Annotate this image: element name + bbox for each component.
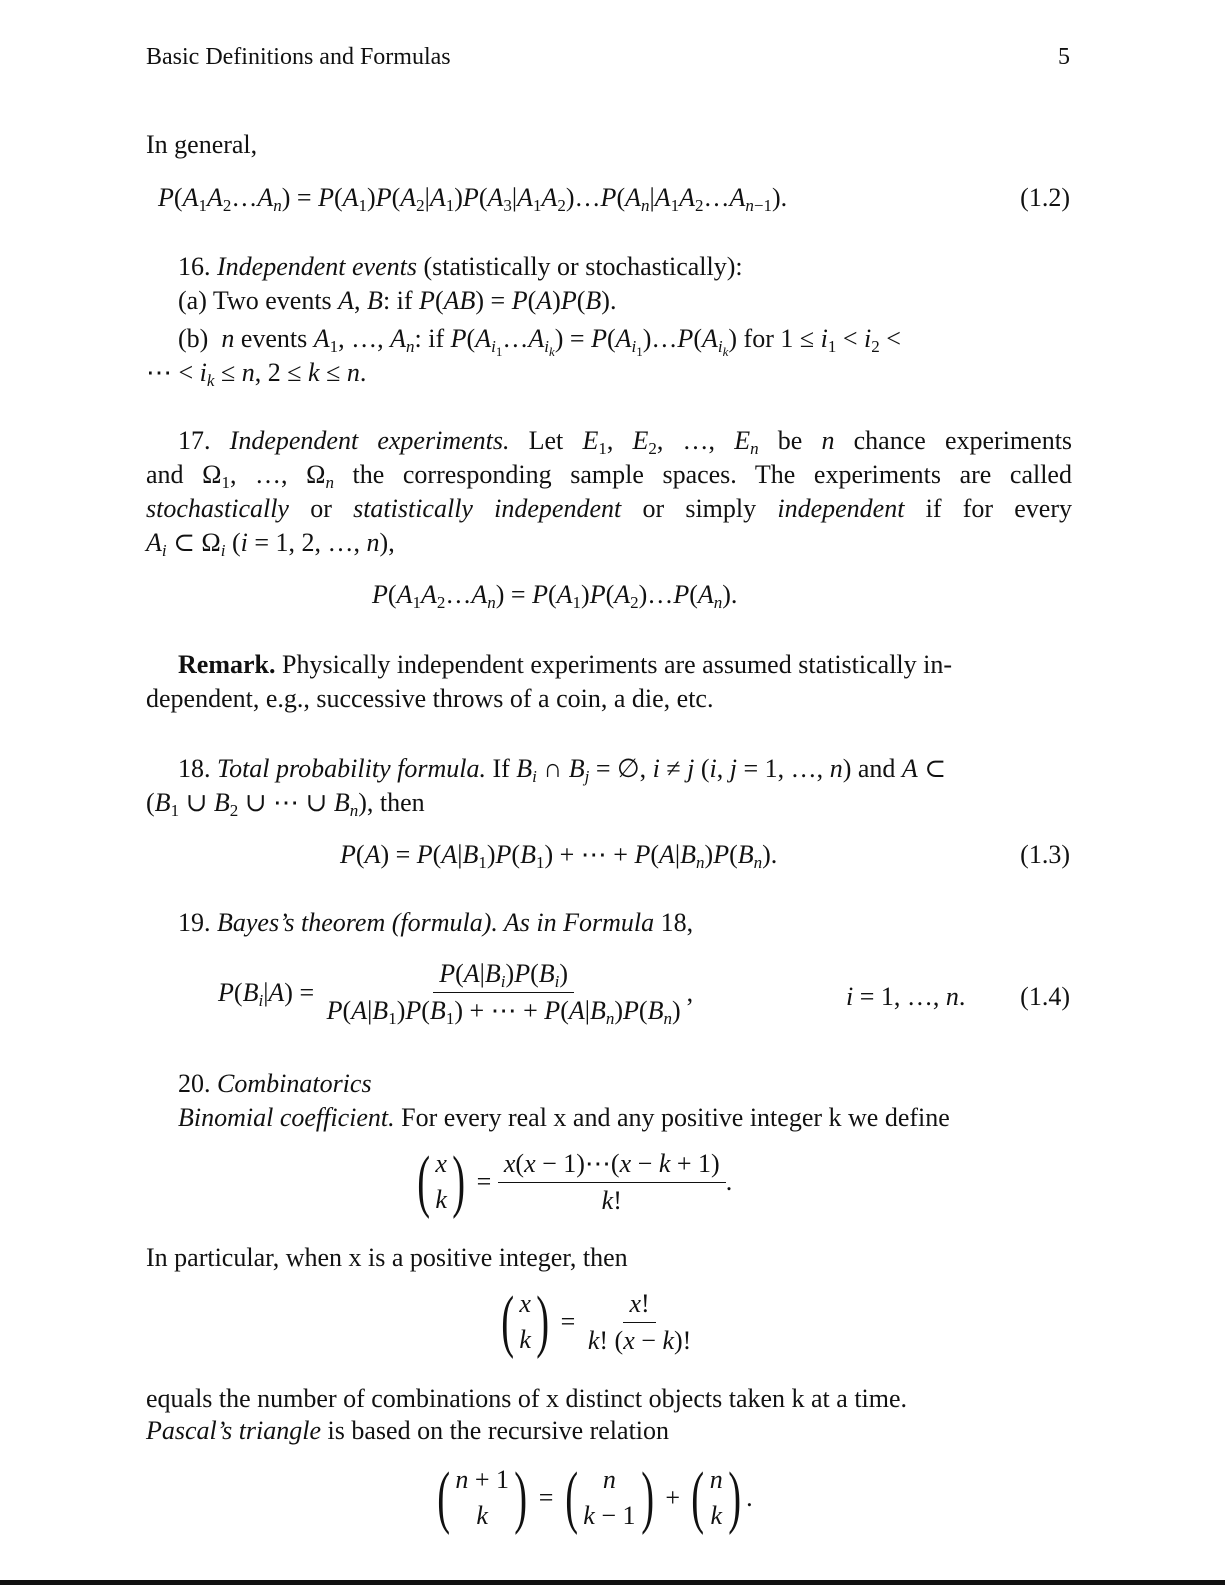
item-17-title: Independent experiments. <box>229 426 510 455</box>
item-20-heading <box>178 1067 372 1101</box>
pascal-rest: is based on the recursive relation <box>321 1416 670 1445</box>
item-18-title: Total probability formula. <box>217 754 486 783</box>
equation-label-1-4: (1.4) <box>1020 982 1070 1011</box>
item-16-title: Independent events <box>217 252 417 281</box>
running-title: Basic Definitions and Formulas <box>146 44 451 70</box>
equation-binomial-definition: ( x k ) = $\frac{x(x - 1)\cdots(x - k + 1)}{k!}$ . <box>417 1143 733 1220</box>
equation-1-4: $P(B_i|A)$ = $\frac{P(A|B_i)P(B_i)}{P(A|B_1)P(B_1) + \cdots + P(A|B_n)P(B_n)}$ , <box>218 959 694 1028</box>
item-18-line-2: ($B_1$ ∪ $B_2$ ∪ ⋯ ∪ $B_n$), then <box>146 788 425 820</box>
item-19-number: 19. <box>178 908 211 937</box>
binomial-definition-text <box>178 1101 950 1135</box>
particular-text: In particular, when x is a positive integer, then <box>146 1243 628 1272</box>
item-16-title-rest: (statistically or stochastically): <box>416 252 743 281</box>
item-16-b: (b) n events $A_1$, …, $A_n$: if $P(A_{i_1}\dots A_{i_k})$ = $P(A_{i_1})\dots P(A_{i_k})$ for $1 \le i_1 < i_2$ < <box>178 324 901 359</box>
item-17-word-independent: independent <box>777 494 905 523</box>
item-16-b-label: (b) <box>178 324 209 353</box>
item-17-word-stochastically: stochastically <box>146 494 289 523</box>
item-17-word-statistically: statistically independent <box>353 494 622 523</box>
page <box>146 0 1072 1585</box>
bottom-rule <box>0 1580 1225 1585</box>
equation-1-4-range: i = 1, …, n. <box>846 982 966 1011</box>
item-19-title: Bayes’s theorem (formula). As in Formula <box>217 908 655 937</box>
item-16-a: (a) Two events A, B: if P(AB) = P(A)P(B). <box>178 286 617 315</box>
item-17-paragraph: 17. Independent experiments. Let $E_1$, $E_2$, …, $E_n$ be n chance experiments and $\Omega_1$, …, $\Omega_n$ the corresponding sample spaces. The experiments are called stochastically or statistically independent or simply independent if for every $A_i$ ⊂ $\Omega_i$ (i = 1, 2, …, n), <box>146 426 1073 560</box>
equation-binomial-integer: ( x k ) = $\frac{x!}{k! (x - k)!}$ <box>501 1283 692 1360</box>
item-17-number: 17. <box>178 426 211 455</box>
pascal-text <box>146 1414 669 1448</box>
page-number: 5 <box>1058 44 1070 70</box>
item-18-number: 18. <box>178 754 211 783</box>
item-20-number: 20. <box>178 1069 211 1098</box>
equation-label-1-2: (1.2) <box>1020 183 1070 212</box>
item-16-a-text: Two events <box>206 286 339 315</box>
pascal-title: Pascal’s triangle <box>146 1416 322 1445</box>
item-16-b-cont: ⋯ < $i_k \le n$, 2 ≤ k ≤ n. <box>146 358 367 390</box>
combinations-text: equals the number of combinations of x distinct objects taken k at a time. <box>146 1384 908 1413</box>
item-19-ref: 18, <box>654 908 694 937</box>
intro-text: In general, <box>146 130 258 159</box>
binomial-title: Binomial coefficient. <box>178 1103 395 1132</box>
remark-line-2: dependent, e.g., successive throws of a coin, a die, etc. <box>146 684 714 713</box>
binomial-text: For every real x and any positive integer k we define <box>394 1103 950 1132</box>
equation-independence: $P(A_1A_2\dots A_n)$ = $P(A_1)P(A_2)\dots P(A_n)$. <box>372 580 738 612</box>
item-16-a-label: (a) <box>178 286 207 315</box>
remark-text-1: Physically independent experiments are assumed statistically in- <box>275 650 953 679</box>
item-16-heading <box>178 250 743 284</box>
equation-1-2: $P(A_1A_2\dots A_n)$ = $P(A_1)P(A_2|A_1)P(A_3|A_1A_2)\dots P(A_n|A_1A_2\dots A_{n-1})$. <box>158 183 788 215</box>
item-16-number: 16. <box>178 252 211 281</box>
remark-line-1 <box>178 648 952 682</box>
equation-1-3: $P(A) = P(A|B_1)P(B_1)$ + ⋯ + $P(A|B_n)P(B_n)$. <box>340 840 778 872</box>
remark-label: Remark. <box>178 650 276 679</box>
equation-label-1-3: (1.3) <box>1020 840 1070 869</box>
item-18-line-1: 18. Total probability formula. If $B_i$ ∩ $B_j$ = ∅, i ≠ j (i, j = 1, …, n) and A ⊂ <box>178 754 947 786</box>
item-19-heading <box>178 906 693 940</box>
item-20-title: Combinatorics <box>217 1069 372 1098</box>
equation-pascal-recursion: ( n + 1 k ) = ( n k − 1 ) + ( n k ) . <box>437 1459 753 1536</box>
